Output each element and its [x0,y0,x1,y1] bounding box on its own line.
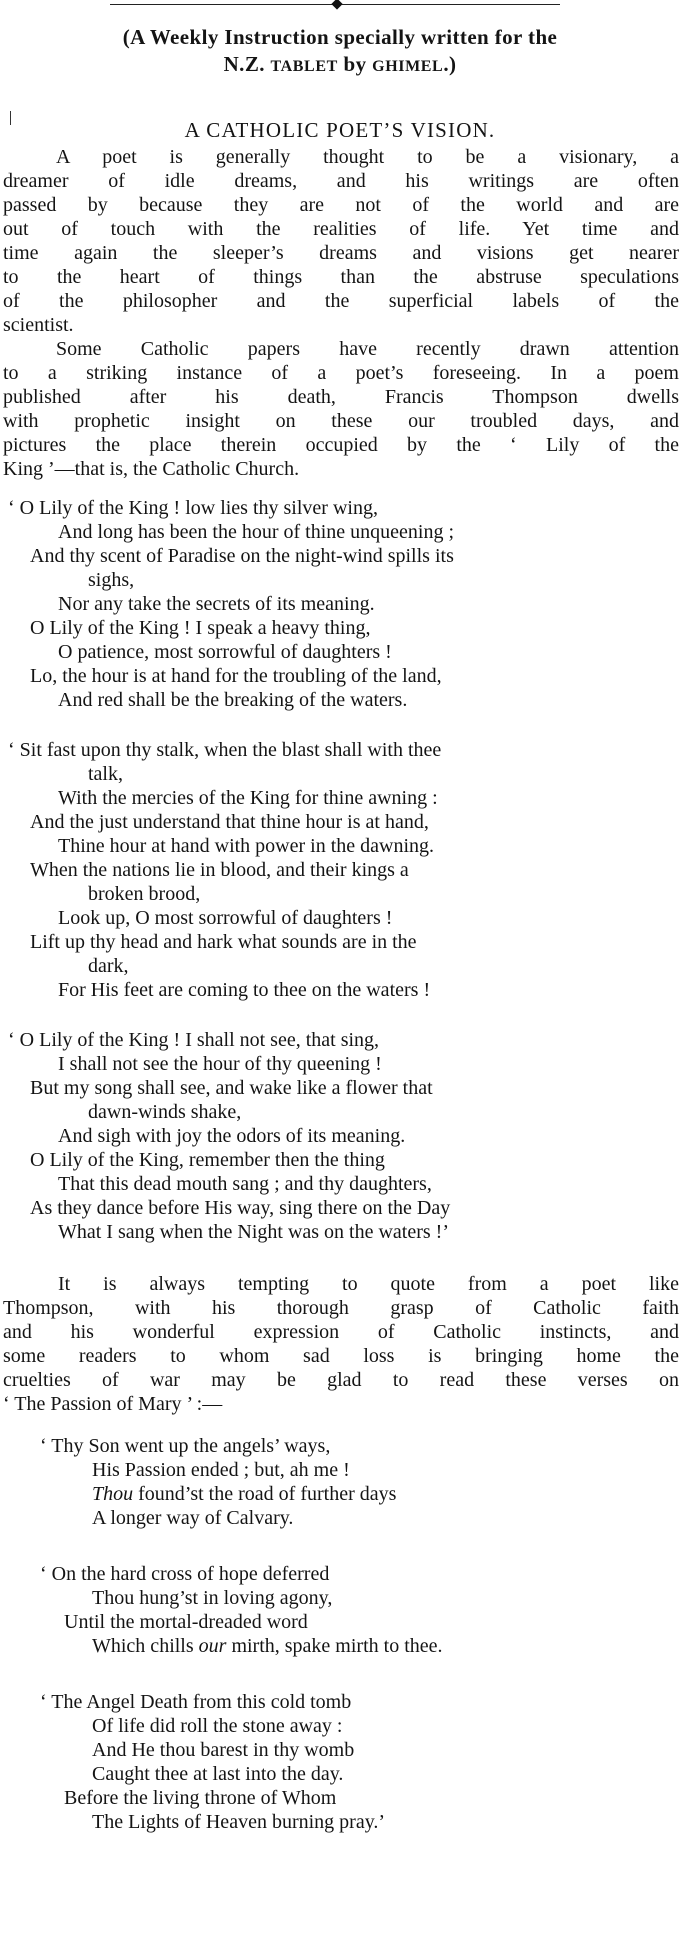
poem-line: As they dance before His way, sing there on the Day [30,1197,451,1219]
poem-line: ‘ O Lily of the King ! I shall not see, that sing, [8,1029,380,1051]
header-line-1: (A Weekly Instruction specially written for the [122,25,558,49]
poem-line: With the mercies of the King for thine awning : [58,787,438,809]
poem-line: His Passion ended ; but, ah me ! [92,1459,350,1481]
poem-line: ‘ Sit fast upon thy stalk, when the blast shall with thee [8,739,442,761]
poem-line: And red shall be the breaking of the waters. [58,689,408,711]
para3-line: some readers to whom sad loss is bringing home the [3,1345,679,1367]
para1-line: A poet is generally thought to be a visionary, a [56,146,679,168]
para2-line: published after his death, Francis Thompson dwells [3,386,679,408]
para1-line: out of touch with the realities of life. Yet time and [3,218,679,240]
poem-line: And long has been the hour of thine unqueening ; [58,521,455,543]
para1-line: of the philosopher and the superficial labels of the [3,290,679,312]
poem-line: ‘ O Lily of the King ! low lies thy silver wing, [8,497,378,519]
poem-line: ‘ On the hard cross of hope deferred [40,1563,330,1585]
poem-line: Before the living throne of Whom [64,1787,337,1809]
para3-line: It is always tempting to quote from a poet like [58,1273,679,1295]
para1-line: scientist. [3,314,74,336]
poem-line: Thine hour at hand with power in the dawning. [58,835,435,857]
poem-line: I shall not see the hour of thy queening ! [58,1053,382,1075]
our-italic: our [198,1635,227,1657]
para3-line: Thompson, with his thorough grasp of Catholic faith [3,1297,679,1319]
poem-line: Thou found’st the road of further days [92,1483,397,1505]
poem-line: Which chills our mirth, spake mirth to thee. [92,1635,443,1657]
poem-line: Look up, O most sorrowful of daughters ! [58,907,393,929]
para1-line: time again the sleeper’s dreams and visions get nearer [3,242,679,264]
para3-line: ‘ The Passion of Mary ’ :— [3,1393,223,1415]
poem-line: O Lily of the King ! I speak a heavy thing, [30,617,371,639]
poem-line: But my song shall see, and wake like a flower that [30,1077,433,1099]
poem-line: Caught thee at last into the day. [92,1763,344,1785]
author-smallcaps: GHIMEL [372,58,444,75]
poem-line: What I sang when the Night was on the waters !’ [58,1221,449,1243]
poem-line: Lift up thy head and hark what sounds are in the [30,931,417,953]
top-ornamental-rule [110,0,560,4]
para1-line: dreamer of idle dreams, and his writings are often [3,170,679,192]
poem-line: Nor any take the secrets of its meaning. [58,593,375,615]
para3-line: cruelties of war may be glad to read these verses on [3,1369,679,1391]
para3-line: and his wonderful expression of Catholic instincts, and [3,1321,679,1343]
poem-line: ‘ Thy Son went up the angels’ ways, [40,1435,331,1457]
poem-line: broken brood, [88,883,201,905]
poem-line: When the nations lie in blood, and their kings a [30,859,409,881]
poem-line: sighs, [88,569,135,591]
para2-line: King ’—that is, the Catholic Church. [3,458,300,480]
poem-line: ‘ The Angel Death from this cold tomb [40,1691,352,1713]
poem-line: And sigh with joy the odors of its meaning. [58,1125,406,1147]
poem-line: dark, [88,955,129,977]
poem-line: talk, [88,763,123,785]
header-line-2: N.Z. TABLET by GHIMEL.) [223,52,457,76]
article-title: A CATHOLIC POET’S VISION. [184,118,496,142]
poem-line: Thou hung’st in loving agony, [92,1587,333,1609]
poem-line: O patience, most sorrowful of daughters ! [58,641,392,663]
poem-line: O Lily of the King, remember then the thing [30,1149,385,1171]
para1-line: passed by because they are not of the world and are [3,194,679,216]
poem-line: The Lights of Heaven burning pray.’ [92,1811,386,1833]
poem-line: Lo, the hour is at hand for the troubling of the land, [30,665,442,687]
poem-line: And thy scent of Paradise on the night-wind spills its [30,545,454,567]
para1-line: to the heart of things than the abstruse speculations [3,266,679,288]
poem-line: Until the mortal-dreaded word [64,1611,308,1633]
para2-line: to a striking instance of a poet’s foreseeing. In a poem [3,362,679,384]
poem-line: dawn-winds shake, [88,1101,242,1123]
tablet-smallcaps: TABLET [270,58,338,75]
poem-line: Of life did roll the stone away : [92,1715,343,1737]
poem-line: And the just understand that thine hour is at hand, [30,811,429,833]
para2-line: Some Catholic papers have recently drawn attention [56,338,679,360]
thou-italic: Thou [92,1483,134,1505]
poem-line: That this dead mouth sang ; and thy daughters, [58,1173,432,1195]
para2-line: with prophetic insight on these our troubled days, and [3,410,679,432]
poem-line: For His feet are coming to thee on the waters ! [58,979,431,1001]
para2-line: pictures the place therein occupied by the ‘ Lily of the [3,434,679,456]
poem-line: And He thou barest in thy womb [92,1739,355,1761]
poem-line: A longer way of Calvary. [92,1507,294,1529]
diamond-ornament-icon [331,0,342,10]
